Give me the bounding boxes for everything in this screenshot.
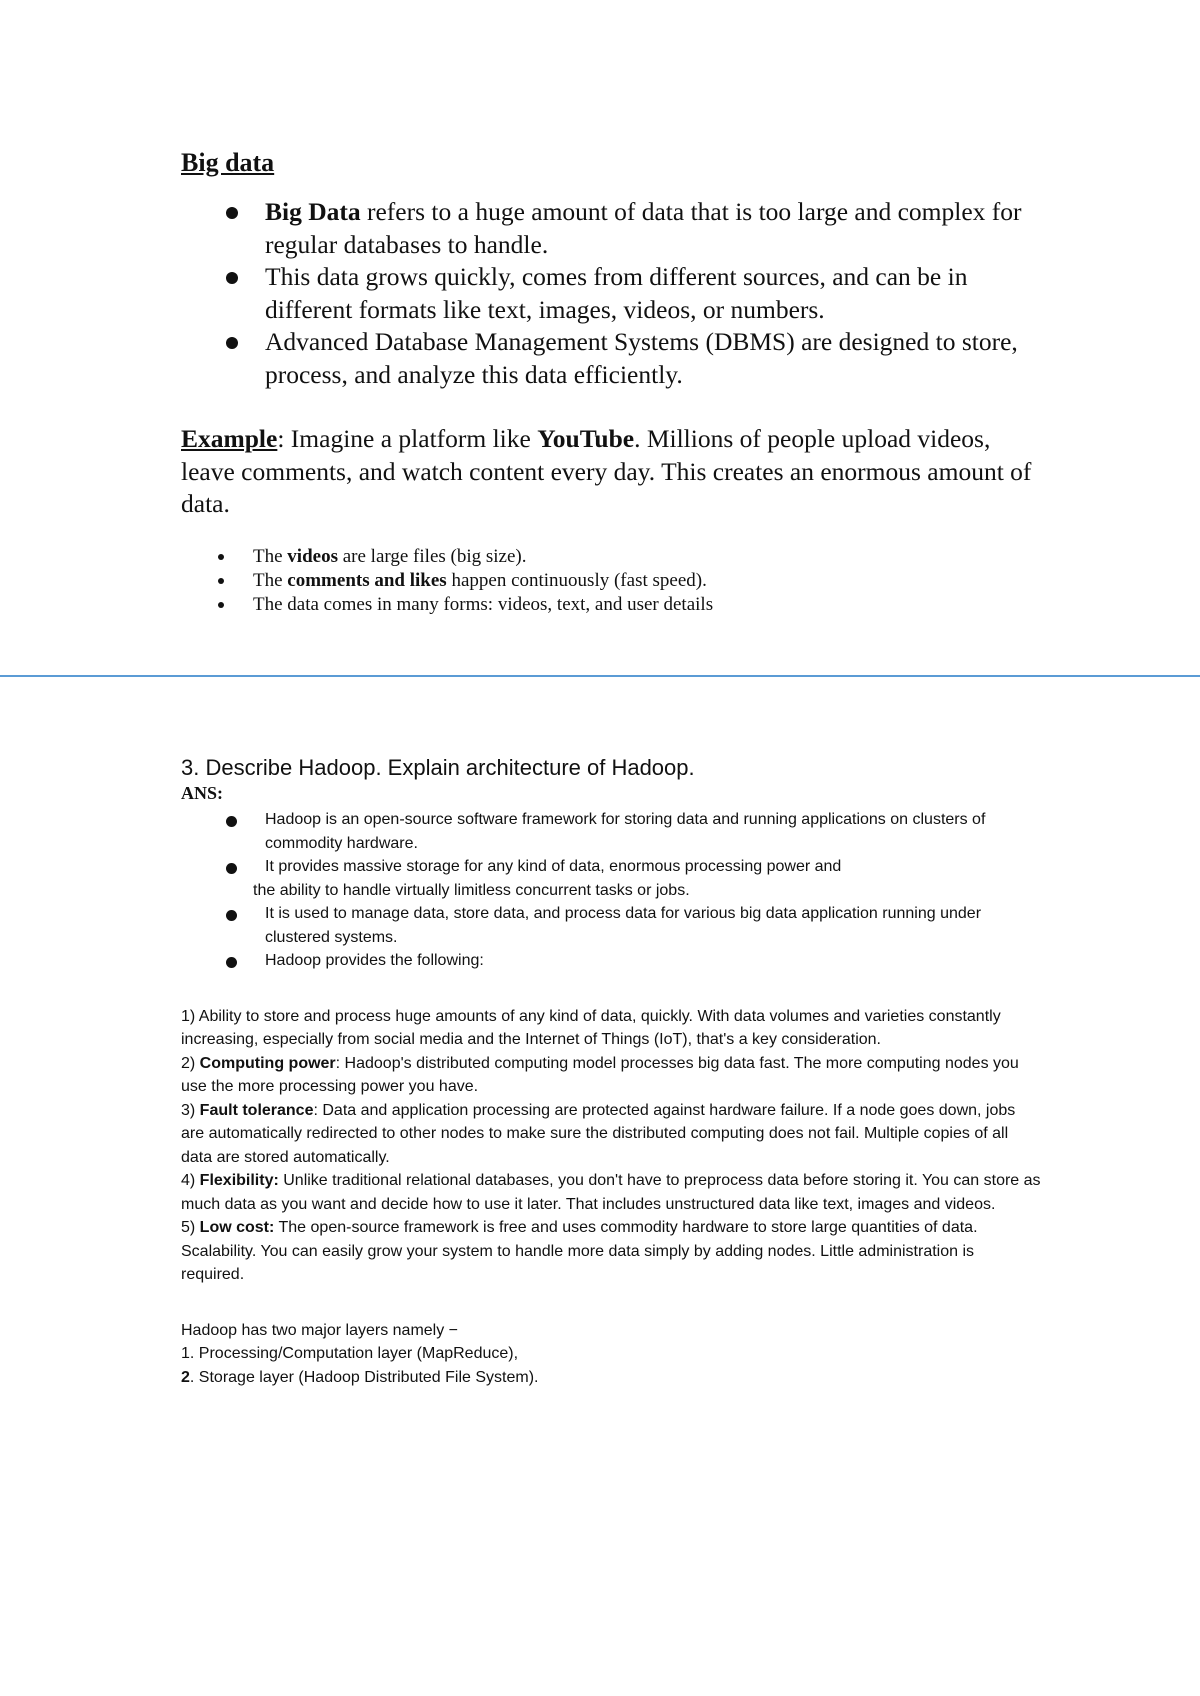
bullet-icon (218, 578, 224, 584)
bullet-text: It is used to manage data, store data, and process data for various big data application running under clustered systems. (265, 905, 982, 946)
list-item (181, 326, 1041, 391)
example-text: . Millions of people upload videos, leave comments, and watch content every day. This creates an enormous amount of data. (181, 424, 1032, 518)
list-item (181, 949, 1041, 973)
example-label: Example (181, 424, 278, 453)
bullet-text: Hadoop is an open-source software framework for storing data and running applications on clusters of commodity hardware. (265, 811, 986, 852)
bullet-text-continuation: the ability to handle virtually limitless concurrent tasks or jobs. (253, 881, 690, 899)
benefit-heading: Low cost: (199, 1219, 275, 1236)
bullet-text: are large files (big size). (337, 545, 527, 567)
bullet-icon (226, 910, 237, 921)
list-item (181, 545, 1041, 569)
bullet-text: refers to a huge amount of data that is too large and complex for regular databases to handle. (265, 197, 1022, 259)
bullet-icon (226, 863, 237, 874)
list-item (181, 593, 1041, 617)
bullet-icon (226, 337, 238, 349)
bullet-text: Advanced Database Management Systems (DBMS) are designed to store, process, and analyze this data efficiently. (265, 327, 1018, 389)
example-paragraph (181, 423, 1041, 521)
big-data-bullet-list (181, 196, 1041, 391)
bullet-icon (226, 816, 237, 827)
question-title: 3. Describe Hadoop. Explain architecture of Hadoop. (181, 755, 695, 780)
example-text: : Imagine a platform like (277, 424, 538, 453)
hadoop-bullet-list (181, 808, 1041, 973)
bullet-text: The data comes in many forms: videos, text, and user details (253, 593, 714, 615)
bullet-bold-text: Big Data (265, 197, 361, 226)
bullet-text: The (253, 569, 288, 591)
benefit-number: 4) (181, 1172, 200, 1189)
benefit-paragraph (181, 1099, 1041, 1170)
list-item (181, 196, 1041, 261)
benefit-text: Ability to store and process huge amounts of any kind of data, quickly. With data volumes and varieties constantly increasing, especially from social media and the Internet of Things (IoT), that's a key consideration. (181, 1007, 1001, 1048)
layers-intro: Hadoop has two major layers namely − (181, 1321, 459, 1339)
bullet-text: Hadoop provides the following: (265, 952, 484, 969)
bullet-text: It provides massive storage for any kind of data, enormous processing power and (265, 858, 842, 875)
layer-text: . Storage layer (Hadoop Distributed File System). (189, 1368, 539, 1386)
example-platform: YouTube (537, 424, 635, 453)
benefit-number: 2) (181, 1054, 200, 1072)
bullet-text: This data grows quickly, comes from different sources, and can be in different formats like text, images, videos, or numbers. (265, 262, 968, 324)
section-divider (0, 675, 1200, 677)
hadoop-benefits (181, 1005, 1041, 1287)
benefit-paragraph (181, 1052, 1041, 1099)
benefit-heading: Fault tolerance (199, 1101, 314, 1119)
benefit-number: 1) (181, 1007, 199, 1025)
list-item (181, 569, 1041, 593)
bullet-text: The (253, 545, 288, 567)
benefit-text: : Hadoop's distributed computing model processes big data fast. The more computing nodes you use the more processing power you have. (181, 1054, 1019, 1095)
bullet-icon (226, 207, 238, 219)
benefit-paragraph (181, 1216, 1041, 1287)
list-item (181, 261, 1041, 326)
benefit-number: 3) (181, 1101, 200, 1119)
benefit-heading: Flexibility: (199, 1172, 279, 1189)
layer-item (181, 1366, 1041, 1390)
benefit-text: : Data and application processing are protected against hardware failure. If a node goes down, jobs are automatically redirected to other nodes to make sure the distributed computing does not fail. Multiple copies of all data are stored automatically. (181, 1101, 1016, 1166)
bullet-bold-text: comments and likes (287, 569, 447, 591)
benefit-number: 5) (181, 1219, 200, 1236)
list-item (181, 855, 1041, 902)
layer-item: 1. Processing/Computation layer (MapReduce), (181, 1345, 519, 1362)
bullet-icon (218, 602, 224, 608)
hadoop-section (181, 754, 1041, 1389)
benefit-paragraph (181, 1169, 1041, 1216)
hadoop-layers (181, 1319, 1041, 1390)
bullet-bold-text: videos (287, 545, 338, 567)
section-title: Big data (181, 148, 275, 177)
benefit-text: Unlike traditional relational databases, you don't have to preprocess data before storing it. You can store as much data as you want and decide how to use it later. That includes unstructured data like text, images and videos. (181, 1172, 1041, 1213)
bullet-icon (226, 272, 238, 284)
benefit-paragraph (181, 1005, 1041, 1052)
bullet-icon (218, 554, 224, 560)
list-item (181, 902, 1041, 949)
benefit-heading: Computing power (199, 1054, 336, 1072)
layer-number: 2 (181, 1368, 190, 1386)
list-item (181, 808, 1041, 855)
example-bullet-list (181, 545, 1041, 617)
benefit-text: The open-source framework is free and uses commodity hardware to store large quantities of data. Scalability. You can easily grow your system to handle more data simply by adding nodes. Little administration is required. (181, 1219, 978, 1283)
bullet-text: happen continuously (fast speed). (446, 569, 707, 591)
answer-label: ANS: (181, 783, 224, 803)
big-data-section (181, 146, 1041, 617)
bullet-icon (226, 957, 237, 968)
